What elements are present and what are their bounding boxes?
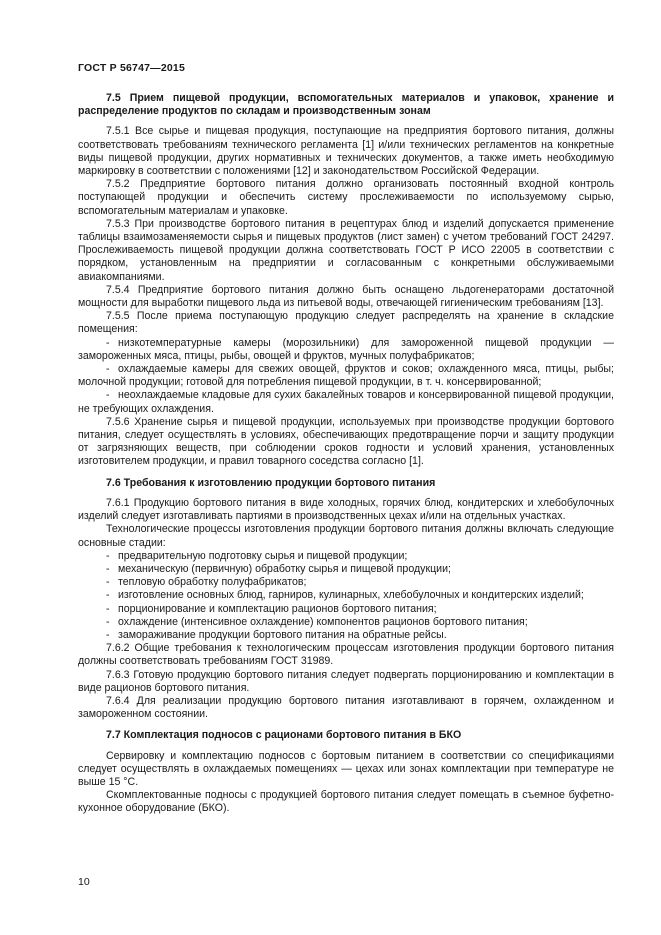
paragraph-7-5-5: 7.5.5 После приема поступающую продукцию следует распределять на хранение в складские помещения: <box>78 310 614 336</box>
dash-bullet: - <box>106 589 110 602</box>
list-item: - охлаждаемые камеры для свежих овощей, фруктов и соков; охлажденного мяса, птицы, рыбы; молочной продукции; готовой для потребления пищевой продукции, в т. ч. консервированной; <box>78 363 614 389</box>
list-item: - порционирование и комплектацию рационов бортового питания; <box>106 602 437 615</box>
list-item: - неохлаждаемые кладовые для сухих бакалейных товаров и консервированной пищевой продукции, не требующих охлаждения. <box>78 389 614 415</box>
paragraph-7-5-1: 7.5.1 Все сырье и пищевая продукция, поступающие на предприятия бортового питания, должны соответствовать требованиям технического регламента [1] и/или технических регламентов на конкретные виды пищевой продукции, других нормативных и технических документов, а также иметь необходимую маркировку в соответствии с положениями [12] и законодательством Российской Федерации. <box>78 125 614 178</box>
paragraph-7-7-2: Скомплектованные подносы с продукцией бортового питания следует помещать в съемное буфетно-кухонное оборудование (БКО). <box>78 789 614 815</box>
section-heading-7-6: 7.6 Требования к изготовлению продукции бортового питания <box>106 476 436 489</box>
dash-bullet: - <box>106 628 110 641</box>
list-item: - механическую (первичную) обработку сырья и пищевой продукции; <box>106 562 451 575</box>
dash-bullet: - <box>106 562 110 575</box>
list-item: - тепловую обработку полуфабрикатов; <box>106 576 307 589</box>
section-heading-7-7: 7.7 Комплектация подносов с рационами бортового питания в БКО <box>106 729 462 742</box>
dash-bullet: - <box>106 549 110 562</box>
document-body <box>78 92 614 816</box>
list-item: - предварительную подготовку сырья и пищевой продукции; <box>106 549 408 562</box>
process-stages-list <box>78 550 614 642</box>
dash-bullet: - <box>106 615 110 628</box>
list-item: - замораживание продукции бортового питания на обратные рейсы. <box>106 628 447 641</box>
list-item: - охлаждение (интенсивное охлаждение) компонентов рационов бортового питания; <box>106 615 528 628</box>
list-item: - низкотемпературные камеры (морозильники) для замороженной пищевой продукции — замороженных мяса, птицы, рыбы, овощей и фруктов, мучных полуфабрикатов; <box>78 336 614 362</box>
section-heading-7-5: 7.5 Прием пищевой продукции, вспомогательных материалов и упаковок, хранение и распределение продуктов по складам и производственным зонам <box>78 92 614 118</box>
paragraph-7-5-2: 7.5.2 Предприятие бортового питания должно организовать постоянный входной контроль поступающей продукции и обеспечить систему прослеживаемости по используемому сырью, вспомогательным материалам и упаковке. <box>78 178 614 217</box>
page-number: 10 <box>78 876 90 888</box>
dash-bullet: - <box>106 602 110 615</box>
paragraph-7-6-1: 7.6.1 Продукцию бортового питания в виде холодных, горячих блюд, кондитерских и хлебобулочных изделий следует изготавливать партиями в производственных цехах и/или на отдельных участках. <box>78 496 614 523</box>
paragraph-7-6-2: 7.6.2 Общие требования к технологическим процессам изготовления продукции бортового питания должны соответствовать требованиям ГОСТ 31989. <box>78 642 614 668</box>
paragraph-7-5-4: 7.5.4 Предприятие бортового питания должно быть оснащено льдогенераторами достаточной мощности для выработки пищевого льда из питьевой воды, отвечающей гигиеническим требованиям [13]. <box>78 283 614 310</box>
document-header: ГОСТ Р 56747—2015 <box>78 62 186 74</box>
paragraph-7-6-3: 7.6.3 Готовую продукцию бортового питания следует подвергать порционированию и комплектации в виде рационов бортового питания. <box>78 668 614 694</box>
paragraph-7-5-6: 7.5.6 Хранение сырья и пищевой продукции, используемых при производстве продукции бортового питания, следует осуществлять в условиях, обеспечивающих предотвращение порчи и защиту продукции от загрязняющих веществ, при соблюдении сроков годности и условий хранения, установленных изготовителем продукции, и правил товарного соседства согласно [1]. <box>78 415 614 468</box>
paragraph-7-5-3: 7.5.3 При производстве бортового питания в рецептурах блюд и изделий допускается применение таблицы взаимозаменяемости сырья и пищевых продуктов (лист замен) с учетом требований ГОСТ 24297. Прослеживаемость пищевой продукции должна соответствовать ГОСТ Р ИСО 22005 в соответствии с порядком, установленным на предприятии и согласованным с конкретными обслуживаемыми авиакомпаниями. <box>78 217 614 283</box>
dash-bullet: - <box>106 363 110 376</box>
dash-bullet: - <box>106 389 110 402</box>
paragraph-7-7-1: Сервировку и комплектацию подносов с бортовым питанием в соответствии со спецификациями следует осуществлять в охлаждаемых помещениях — цехах или зонах комплектации при температуре не выше 15 °С. <box>78 749 614 788</box>
dash-bullet: - <box>106 576 110 589</box>
list-item: - изготовление основных блюд, гарниров, кулинарных, хлебобулочных и кондитерских изделий; <box>106 589 584 602</box>
storage-list <box>78 337 614 416</box>
paragraph-7-6-4: 7.6.4 Для реализации продукцию бортового питания изготавливают в горячем, охлажденном и замороженном состоянии. <box>78 694 614 721</box>
dash-bullet: - <box>106 336 110 349</box>
paragraph-7-6-1-stages: Технологические процессы изготовления продукции бортового питания должны включать следующие основные стадии: <box>78 523 614 549</box>
